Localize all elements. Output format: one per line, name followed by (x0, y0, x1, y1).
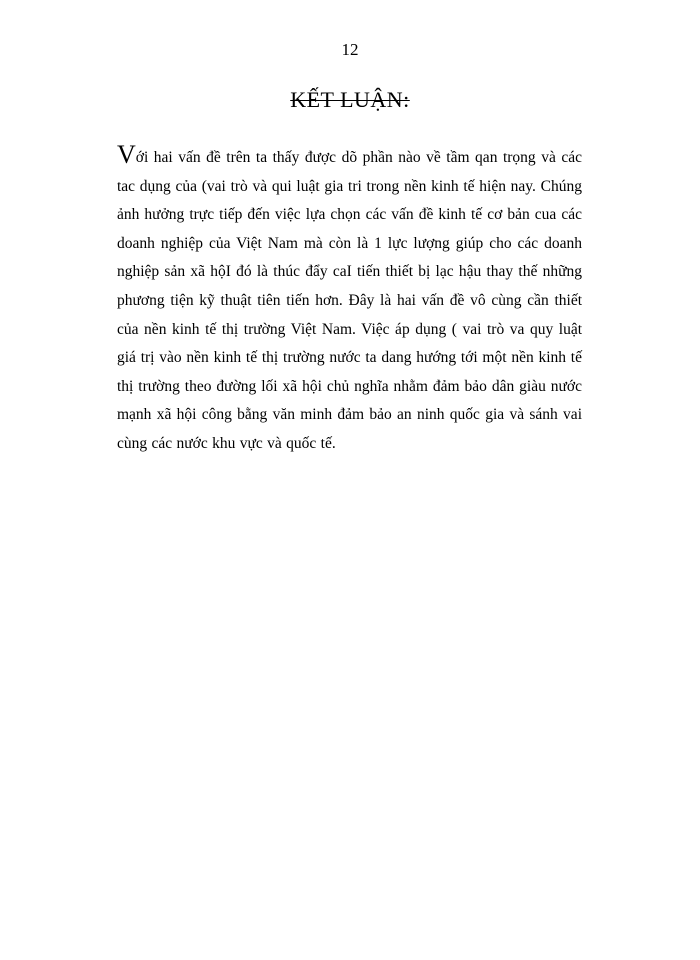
heading-text: KẾT LUẬN: (290, 87, 410, 112)
section-heading (0, 86, 700, 114)
paragraph-text: ới hai vấn đề trên ta thấy được dõ phần nào về tầm qan trọng và các tac dụng của (vai trò và qui luật gia tri trong nền kinh tế hiện nay. Chúng ảnh hưởng trực tiếp đến việc lựa chọn các vấn đề kinh tế cơ bản cua các doanh nghiệp của Việt Nam mà còn là 1 lực lượng giúp cho các doanh nghiệp sản xã hộI đó là thúc đẩy caI tiến thiết bị lạc hậu thay thế những phương tiện kỹ thuật tiên tiến hơn. Đây là hai vấn đề vô cùng cần thiết của nền kinh tế thị trường Việt Nam. Việc áp dụng ( vai trò va quy luật giá trị vào nền kinh tế thị trường nước ta dang hướng tới một nền kinh tế thị trường theo đường lối xã hội chủ nghĩa nhằm đảm bảo dân giàu nước mạnh xã hội công bằng văn minh đảm bảo an ninh quốc gia và sánh vai cùng các nước khu vực và quốc tế. (117, 149, 582, 452)
drop-cap-letter: V (117, 140, 136, 169)
conclusion-paragraph (117, 140, 582, 459)
page-number: 12 (341, 40, 359, 59)
